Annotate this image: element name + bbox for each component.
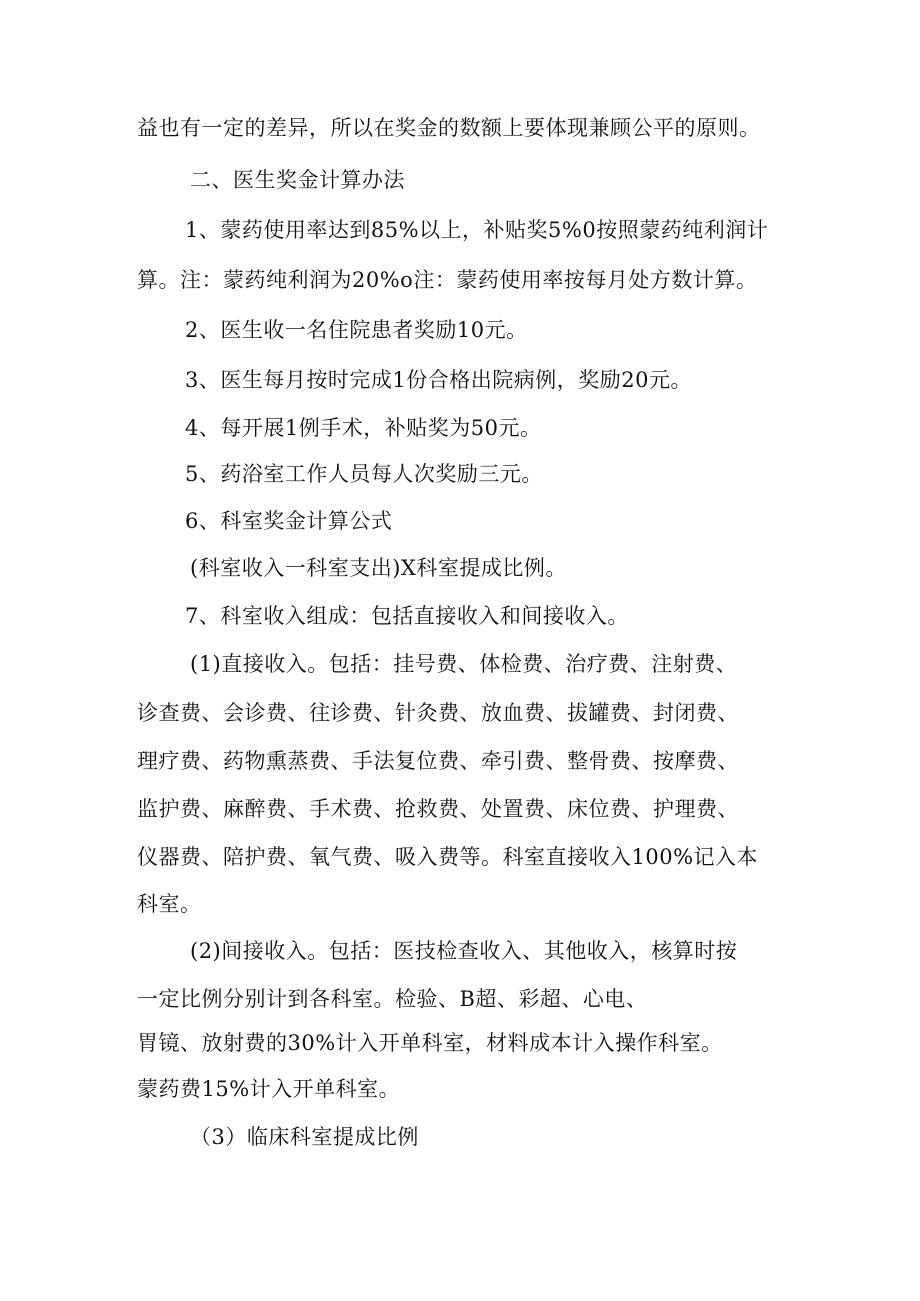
text-line: 监护费、麻醉费、手术费、抢救费、处置费、床位费、护理费、 [137,797,739,821]
text-line: 胃镜、放射费的30%计入开单科室，材料成本计入操作科室。 [137,1031,723,1055]
text-line: 4、每开展1例手术，补贴奖为50元。 [185,416,542,440]
text-line: 1、蒙药使用率达到85%以上，补贴奖5%0按照蒙药纯利润计 [185,218,769,242]
text-line: 蒙药费15%计入开单科室。 [137,1077,401,1101]
text-line: (1)直接收入。包括：挂号费、体检费、治疗费、注射费、 [190,652,738,676]
text-line: 3、医生每月按时完成1份合格出院病例，奖励20元。 [185,368,692,392]
formula-line: (科室收入一科室支出)X科室提成比例。 [190,556,567,580]
text-line: 算。注：蒙药纯利润为20%o注：蒙药使用率按每月处方数计算。 [137,268,758,292]
text-line: 5、药浴室工作人员每人次奖励三元。 [185,462,543,486]
text-line: 仪器费、陪护费、氧气费、吸入费等。科室直接收入100%记入本 [137,845,759,869]
text-line: 益也有一定的差异，所以在奖金的数额上要体现兼顾公平的原则。 [137,116,761,140]
text-line: 诊查费、会诊费、往诊费、针灸费、放血费、拔罐费、封闭费、 [137,701,739,725]
text-line: 科室。 [137,892,202,916]
text-line: 6、科室奖金计算公式 [185,509,393,533]
text-line: 一定比例分别计到各科室。检验、B超、彩超、心电、 [137,987,648,1011]
text-line: (2)间接收入。包括：医技检查收入、其他收入，核算时按 [190,939,738,963]
section-heading: （3）临床科室提成比例 [190,1125,419,1149]
section-heading: 二、医生奖金计算办法 [190,168,405,192]
text-line: 理疗费、药物熏蒸费、手法复位费、牵引费、整骨费、按摩费、 [137,749,739,773]
text-line: 2、医生收一名住院患者奖励10元。 [185,318,528,342]
text-line: 7、科室收入组成：包括直接收入和间接收入。 [185,604,629,628]
